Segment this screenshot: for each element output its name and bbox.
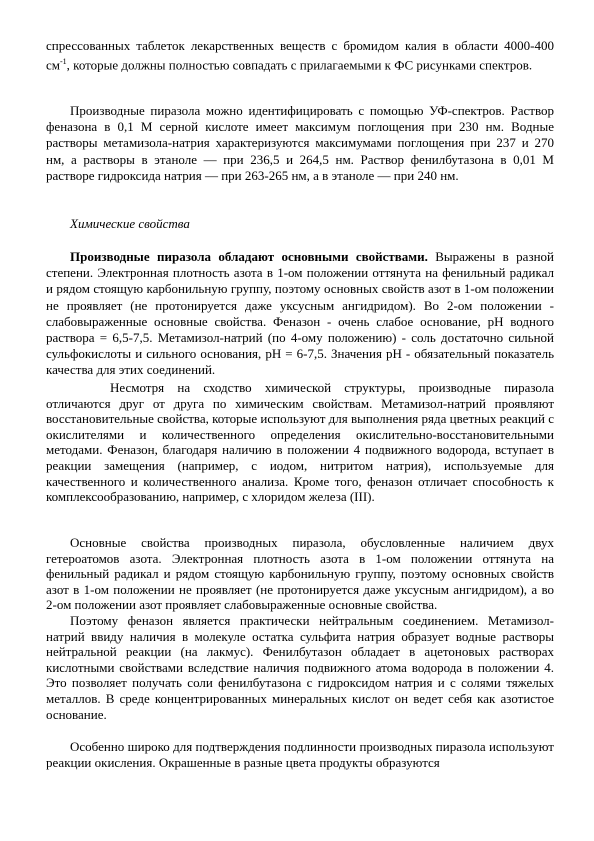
paragraph-text: Выражены в разной степени. Электронная плотность азота в 1-ом положении оттянута на фенильный радикал и рядом стоящую карбонильную группу, поэтому основных свойств азот в 1-ом положении не проявляет (не протонируется даже уксусным ангидридом). Во 2-ом положении - слабовыраженные основные свойства. Феназон - очень слабое основание, pH водного раствора = 6,5-7,5. Метамизол-натрий (по 4-ому положению) - соль достаточно сильной сульфокислоты и сильного основания, pH = 6-7,5. Значения pH - обязательный показатель качества для этих соединений.	[46, 249, 554, 378]
paragraph-text: спрессованных таблеток лекарственных веществ с бромидом калия в области 4000-400 см	[46, 38, 554, 73]
paragraph-basic-properties	[46, 249, 554, 379]
paragraph-lead: Производные пиразола обладают основными свойствами.	[70, 249, 428, 264]
paragraph-phenazone-neutral: Поэтому феназон является практически нейтральным соединением. Метамизол-натрий ввиду наличия в молекуле остатка сульфита натрия образует водные растворы нейтральной реакции (на лакмус). Фенилбутазон обладает в ацетоновых растворах кислотными свойствами вследствие наличия подвижного атома водорода в положении 4. Это позволяет получать соли фенилбутазона с гидроксидом натрия и с солями тяжелых металлов. В среде концентрированных минеральных кислот он ведет себя как азотистое основание.	[46, 613, 554, 722]
paragraph-oxidation: Особенно широко для подтверждения подлинности производных пиразола используют реакции окисления. Окрашенные в разные цвета продукты образуются	[46, 739, 554, 770]
section-heading: Химические свойства	[70, 216, 190, 231]
paragraph-ir-spectra-end	[46, 38, 554, 74]
paragraph-text: , которые должны полностью совпадать с прилагаемыми к ФС рисунками спектров.	[66, 57, 533, 73]
paragraph-chemical-differences: Несмотря на сходство химической структуры, производные пиразола отличаются друг от друга по химическим свойствам. Метамизол-натрий проявляют восстановительные свойства, которые используют для выполнения ряда цветных реакций с окислителями и количественного определения окислительно-восстановительными методами. Феназон, благодаря наличию в положении 4 подвижного водорода, вступает в реакции замещения (например, с иодом, нитритом натрия), используемые для качественного и количественного анализа. Кроме того, феназон отличает способность к комплексообразованию, например, с хлоридом железа (III).	[46, 380, 554, 505]
paragraph-heteroatoms: Основные свойства производных пиразола, обусловленные наличием двух гетероатомов азота. Электронная плотность азота в 1-ом положении оттянута на фенильный радикал и рядом стоящую карбонильную группу, поэтому основных свойств азот в 1-ом положении не проявляет (не протонируется даже уксусным ангидридом), а во 2-ом положении азот проявляет слабовыраженные основные свойства.	[46, 535, 554, 613]
superscript: -1	[60, 57, 67, 67]
paragraph-uv-spectra: Производные пиразола можно идентифицировать с помощью УФ-спектров. Раствор феназона в 0,1 М серной кислоте имеет максимум поглощения при 230 нм. Водные растворы метамизола-натрия характеризуются максимумами поглощения при 237 и 270 нм, а растворы в этаноле — при 236,5 и 264,5 нм. Раствор фенилбутазона в 0,01 М растворе гидроксида натрия — при 263-265 нм, а в этаноле — при 240 нм.	[46, 103, 554, 183]
